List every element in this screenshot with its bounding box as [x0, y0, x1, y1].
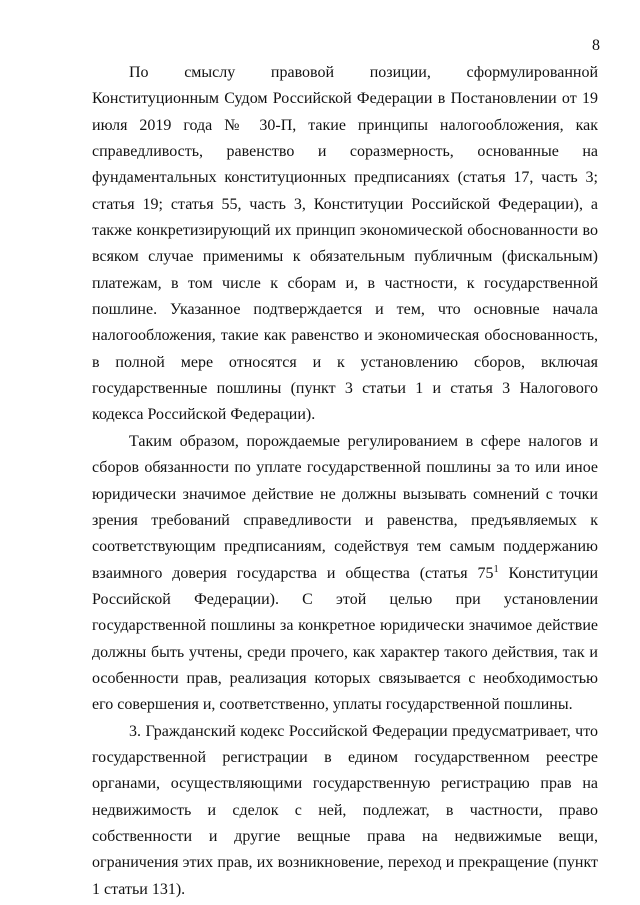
- page-number: 8: [592, 37, 600, 54]
- paragraph-2: [92, 429, 598, 719]
- superscript-article-number: 1: [493, 563, 499, 575]
- paragraph-1: По смыслу правовой позиции, сформулированной Конституционным Судом Российской Федерации в Постановлении от 19 июля 2019 года № 30-П, такие принципы налогообложения, как справедливость, равенство и соразмерность, основанные на фундаментальных конституционных предписаниях (статья 17, часть 3; статья 19; статья 55, часть 3, Конституции Российской Федерации), а также конкретизирующий их принцип экономической обоснованности во всяком случае применимы к обязательным публичным (фискальным) платежам, в том числе к сборам и, в частности, к государственной пошлине. Указанное подтверждается и тем, что основные начала налогообложения, такие как равенство и экономическая обоснованность, в полной мере относятся и к установлению сборов, включая государственные пошлины (пункт 3 статьи 1 и статья 3 Налогового кодекса Российской Федерации).: [92, 64, 598, 424]
- paragraph-2-text-start: Таким образом, порождаемые регулированием в сфере налогов и сборов обязанности по уплате государственной пошлины за то или иное юридически значимое действие не должны вызывать сомнений с точки зрения требований справедливости и равенства, предъявляемых к соответствующим предписаниям, содействуя тем самым поддержанию взаимного доверия государства и общества (статья 75: [92, 432, 598, 582]
- document-body: [92, 60, 598, 903]
- paragraph-3: 3. Гражданский кодекс Российской Федерации предусматривает, что государственной регистрации в едином государственном реестре органами, осуществляющими государственную регистрацию прав на недвижимость и сделок с ней, подлежат, в частности, право собственности и другие вещные права на недвижимые вещи, ограничения этих прав, их возникновение, переход и прекращение (пункт 1 статьи 131).: [92, 722, 598, 898]
- paragraph-2-text-end: Конституции Российской Федерации). С этой целью при установлении государственной пошлины за конкретное юридически значимое действие должны быть учтены, среди прочего, как характер такого действия, так и особенности прав, реализация которых связывается с необходимостью его совершения и, соответственно, уплаты государственной пошлины.: [92, 564, 599, 714]
